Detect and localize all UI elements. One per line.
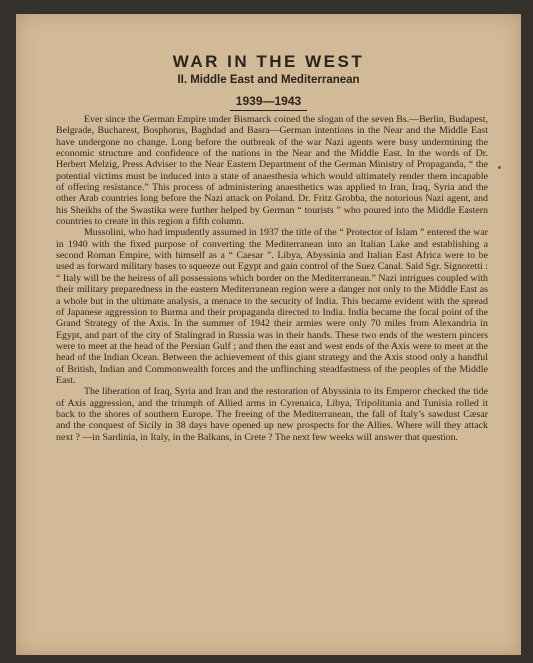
document-page [16, 14, 521, 655]
page-subtitle: II. Middle East and Mediterranean [177, 74, 360, 86]
paragraph: The liberation of Iraq, Syria and Iran and the restoration of Abyssinia to its Emperor checked the tide of Axis aggression, and the triumph of Allied arms in Cyrenaica, Libya, Tripolitania and Tunisia rolled it back to the shores of southern Europe. The freeing of the Mediterranean, the fall of Italy’s sawdust Cæsar and the conquest of Sicily in 38 days have opened up new prospects for the Allies. Where will they attack next ? —in Sardinia, in Italy, in the Balkans, in Crete ? The next few weeks will answer that question. [56, 386, 488, 443]
page-title: WAR IN THE WEST [172, 52, 365, 71]
paragraph: Mussolini, who had impudently assumed in 1937 the title of the “ Protector of Islam ” entered the war in 1940 with the fixed purpose of converting the Mediterranean into an Italian Lake and establishing a second Roman Empire, with himself as a “ Caesar ”. Libya, Abyssinia and Italian East Africa were to be used as forward military bases to squeeze out Egypt and gain control of the Suez Canal. Said Sgr. Signoretti : “ Italy will be the heiress of all possessions which border on the Mediterranean.” Nazi intrigues coupled with their military preparedness in the eastern Mediterranean region were a danger not only to the Middle East as a whole but in the ultimate analysis, a menace to the security of India. This became evident with the spread of Japanese aggression to Burma and their propaganda directed to India. India became the focal point of the Grand Strategy of the Axis. In the summer of 1942 their armies were only 70 miles from Alexandria in Egypt, and part of the city of Stalingrad in Russia was in their hands. These two ends of the western pincers were to meet at the head of the Persian Gulf ; and then the east and west ends of the Axis were to meet at the head of the Indian Ocean. Between the achievement of this giant strategy and the Axis stood only a handful of British, Indian and Commonwealth forces and the unflinching steadfastness of the peoples of the Middle East. [56, 227, 488, 386]
article-body [56, 114, 488, 443]
date-range-text: 1939—1943 [230, 94, 307, 111]
paper-speck [498, 166, 501, 169]
date-range [16, 94, 521, 111]
paragraph: Ever since the German Empire under Bismarck coined the slogan of the seven Bs.—Berlin, Budapest, Belgrade, Bucharest, Bosphorus, Baghdad and Basra—German intentions in the Near and the Middle East have undergone no change. Long before the outbreak of the war Nazi agents were busy undermining the economic structure and confidence of the nations in the Near and the Middle East. In the words of Dr. Herbert Melzig, Press Adviser to the Near Eastern Department of the German Ministry of Propaganda, “ the potential victims must be induced into a state of anaesthesia which would ultimately render them incapable of offering resistance.” This process of administering anaesthetics was applied to Iran, Iraq, Syria and the other Arab countries long before the Nazi attack on Poland. Dr. Fritz Grobba, the notorious Nazi agent, and his Sheikhs of the Swastika were further helped by German “ tourists ” who poured into the Middle Eastern countries to create in this region a fifth column. [56, 114, 488, 228]
